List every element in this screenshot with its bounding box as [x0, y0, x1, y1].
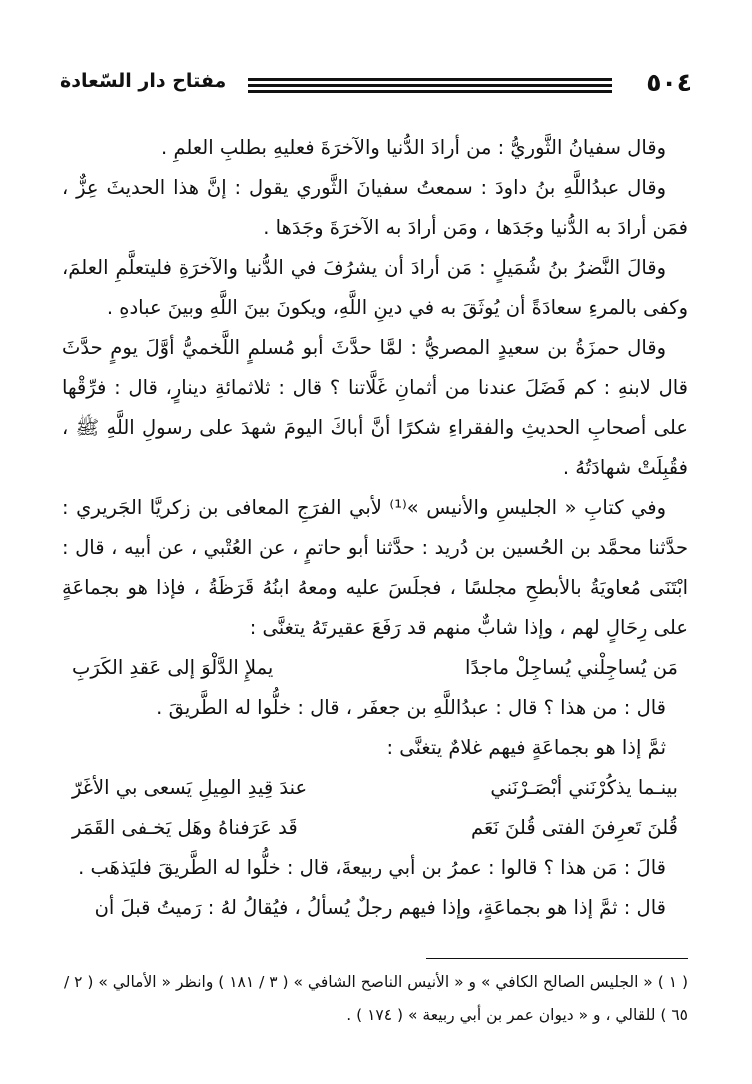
paragraph: قالَ : مَن هذا ؟ قالوا : عمرُ بن أبي ربيعةَ، قال : خلُّوا له الطَّريقَ فليَذهَب . — [78, 856, 666, 879]
verse-line — [62, 768, 688, 808]
footnotes — [62, 966, 688, 1032]
paragraph: وقالَ النَّضرُ بنُ شُمَيلٍ : مَن أرادَ أن يشرُفَ في الدُّنيا والآخرَةِ فليتعلَّمِ العلمَ، وكفى بالمرءِ سعادَةً أن يُوثَقَ به في دينِ اللَّهِ، ويكونَ بينَ اللَّهِ وبينَ عبادهِ . — [62, 256, 688, 319]
paragraph: وقال حمزَةُ بن سعيدٍ المصريُّ : لمَّا حدَّثَ أبو مُسلمٍ اللَّخميُّ أوَّلَ يومٍ حدَّثَ قال لابنهِ : كم فَضَلَ عندنا من أثمانِ غَلَّاتنا ؟ قال : ثلاثمائةِ دينارٍ، قال : فرِّقْها على أصحابِ الحديثِ والفقراءِ شكرًا أنَّ أباكَ اليومَ شهدَ على رسولِ اللَّهِ ﷺ ، فقُبِلَتْ شهادَتُهُ . — [62, 336, 688, 479]
paragraph: ثمَّ إذا هو بجماعَةٍ فيهم غلامٌ يتغنَّى : — [386, 736, 666, 759]
book-title: مفتاح دار السّعادة — [60, 70, 227, 92]
verse-second-hemistich: عندَ قِيدِ المِيلِ يَسعى بي الأغَرّ — [72, 776, 308, 799]
main-text — [62, 128, 688, 928]
verse-first-hemistich: مَن يُساجِلْني يُساجِلْ ماجدًا — [465, 656, 678, 679]
paragraph: قال : من هذا ؟ قال : عبدُاللَّهِ بن جعفَر ، قال : خلُّوا له الطَّريقَ . — [156, 696, 666, 719]
footnote: ( ١ ) « الجليس الصالح الكافي » و « الأنيس الناصح الشافي » ( ٣ / ١٨١ ) وانظر « الأمالي » ( ٢ / ٦٥ ) للقالي ، و « ديوان عمر بن أبي ربيعة » ( ١٧٤ ) . — [64, 973, 688, 1024]
page-number: ٥٠٤ — [646, 68, 692, 97]
verse-first-hemistich: قُلنَ تَعرِفنَ الفتى قُلنَ نَعَم — [471, 816, 678, 839]
header-rule — [248, 78, 612, 92]
paragraph: وفي كتابِ « الجليسِ والأنيس »⁽¹⁾ لأبي الفرَجِ المعافى بن زكريَّا الجَريري : حدَّثنا محمَّد بن الحُسين بن دُريد : حدَّثنا أبو حاتمٍ ، عن العُتْبي ، عن أبيه ، قال : ابْتَنَى مُعاويَةُ بالأبطحِ مجلسًا ، فجلَسَ عليه ومعهُ ابنُهُ قَرَظَةُ ، فإذا هو بجماعَةٍ على رِحَالٍ لهم ، وإذا شابٌّ منهم قد رَفَعَ عقيرتَهُ يتغنَّى : — [62, 496, 688, 639]
verse-second-hemistich: قَد عَرَفناهُ وهَل يَخـفى القَمَر — [72, 816, 298, 839]
verse-line — [62, 648, 688, 688]
running-header — [60, 68, 692, 102]
paragraph: وقال سفيانُ الثَّوريُّ : من أرادَ الدُّنيا والآخرَةَ فعليهِ بطلبِ العلمِ . — [161, 136, 666, 159]
paragraph: قال : ثمَّ إذا هو بجماعَةٍ، وإذا فيهم رجلٌ يُسألُ ، فيُقالُ لهُ : رَميتُ قبلَ أن — [94, 896, 666, 919]
verse-first-hemistich: بينـما يذكُرْنَني أبْصَـرْنَني — [490, 776, 678, 799]
verse-second-hemistich: يملإِ الدَّلْوَ إلى عَقدِ الكَرَبِ — [72, 656, 274, 679]
footnote-divider — [426, 958, 688, 959]
verse-line — [62, 808, 688, 848]
paragraph: وقال عبدُاللَّهِ بنُ داودَ : سمعتُ سفيانَ الثَّوري يقول : إنَّ هذا الحديثَ عِزٌّ ، فمَن أرادَ به الدُّنيا وجَدَها ، ومَن أرادَ به الآخرَةَ وجَدَها . — [62, 176, 688, 239]
